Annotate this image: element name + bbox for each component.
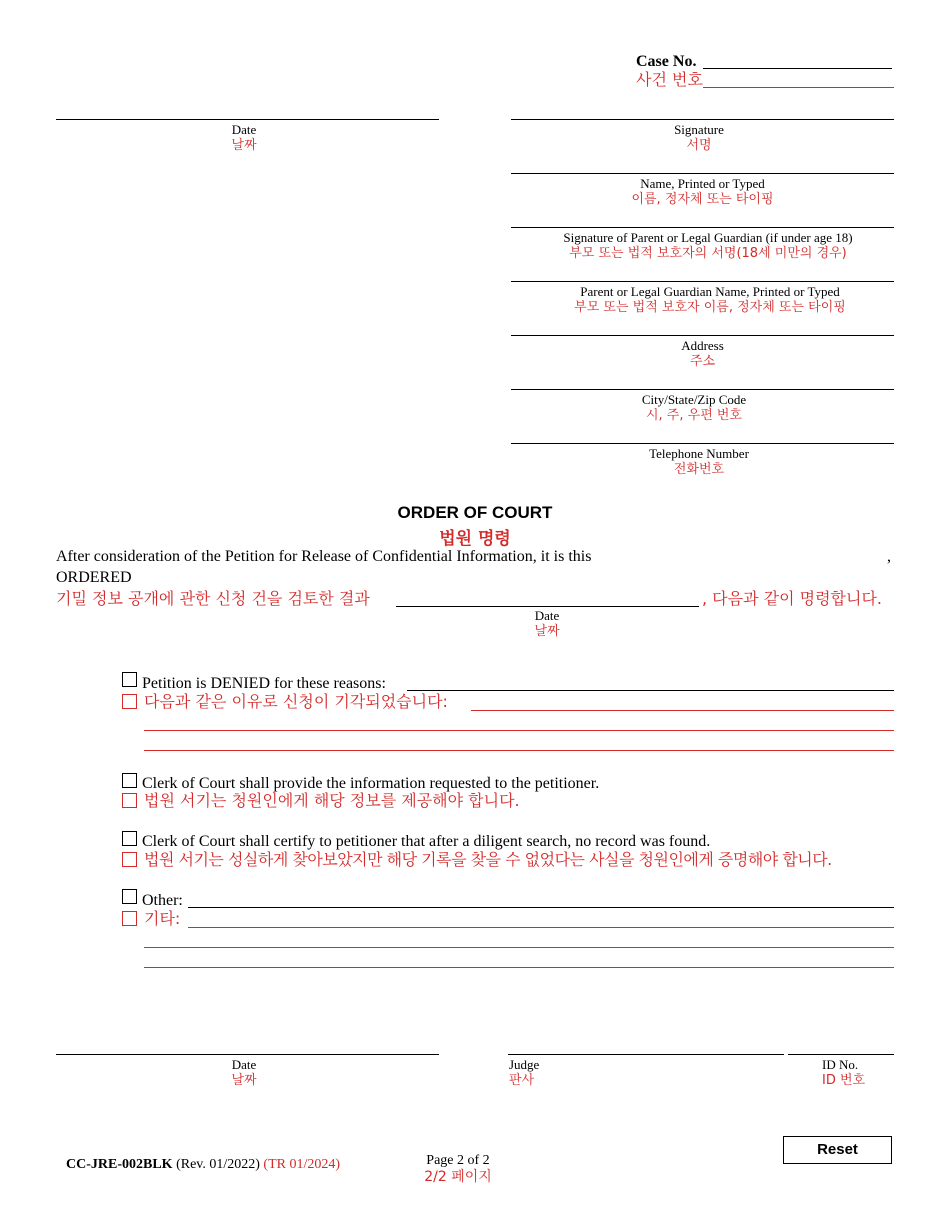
name-label: Name, Printed or Typed 이름, 정자체 또는 타이핑 xyxy=(631,176,774,207)
telephone-label: Telephone Number 전화번호 xyxy=(649,446,749,477)
id-number-label: ID No. ID 번호 xyxy=(822,1057,866,1088)
denied-reason-field-ko[interactable] xyxy=(471,710,894,711)
form-id: CC-JRE-002BLK xyxy=(66,1157,173,1172)
denied-reason-line-3[interactable] xyxy=(144,750,894,751)
other-reason-line-2[interactable] xyxy=(144,947,894,948)
form-identifier xyxy=(66,1156,340,1173)
denied-checkbox-ko[interactable] xyxy=(122,694,137,709)
page-number: Page 2 of 2 2/2 페이지 xyxy=(424,1153,492,1185)
denied-label: Petition is DENIED for these reasons: xyxy=(142,675,386,692)
address-field[interactable] xyxy=(511,335,894,336)
provide-label: Clerk of Court shall provide the information requested to the petitioner. xyxy=(142,775,600,792)
provide-checkbox-ko[interactable] xyxy=(122,793,137,808)
provide-label-ko: 법원 서기는 청원인에게 해당 정보를 제공해야 합니다. xyxy=(144,791,520,810)
address-label: Address 주소 xyxy=(681,338,724,369)
guardian-name-label: Parent or Legal Guardian Name, Printed or Typed 부모 또는 법적 보호자 이름, 정자체 또는 타이핑 xyxy=(574,284,846,315)
order-date-label: Date 날짜 xyxy=(534,608,560,639)
judge-date-label: Date 날짜 xyxy=(231,1057,257,1088)
telephone-field[interactable] xyxy=(511,443,894,444)
denied-reason-field[interactable] xyxy=(407,690,894,691)
id-number-field[interactable] xyxy=(788,1054,894,1055)
petitioner-date-label: Date 날짜 xyxy=(231,122,257,153)
guardian-signature-field[interactable] xyxy=(511,227,894,228)
guardian-name-field[interactable] xyxy=(511,281,894,282)
certify-label: Clerk of Court shall certify to petitioner that after a diligent search, no record was found. xyxy=(142,833,711,850)
city-state-zip-label: City/State/Zip Code 시, 주, 우편 번호 xyxy=(641,392,747,423)
other-reason-field[interactable] xyxy=(188,907,894,908)
judge-signature-field[interactable] xyxy=(508,1054,784,1055)
other-reason-line-3[interactable] xyxy=(144,967,894,968)
name-field[interactable] xyxy=(511,173,894,174)
order-title-ko: 법원 명령 xyxy=(439,529,511,549)
other-label-ko: 기타: xyxy=(144,909,181,928)
city-state-zip-field[interactable] xyxy=(511,389,894,390)
form-translation-revision: (TR 01/2024) xyxy=(263,1157,341,1172)
other-checkbox-ko[interactable] xyxy=(122,911,137,926)
other-checkbox[interactable] xyxy=(122,889,137,904)
signature-field[interactable] xyxy=(511,119,894,120)
other-reason-field-ko[interactable] xyxy=(188,927,894,928)
petitioner-date-field[interactable] xyxy=(56,119,439,120)
judge-label: Judge 판사 xyxy=(509,1057,540,1088)
certify-checkbox[interactable] xyxy=(122,831,137,846)
case-number-field[interactable] xyxy=(703,68,892,69)
form-revision: (Rev. 01/2022) xyxy=(176,1157,260,1172)
order-intro-ordered: ORDERED xyxy=(56,569,132,586)
case-number-label-ko: 사건 번호 xyxy=(636,70,703,89)
order-intro-ko: 기밀 정보 공개에 관한 신청 건을 검토한 결과 xyxy=(56,589,370,608)
certify-label-ko: 법원 서기는 성실하게 찾아보았지만 해당 기록을 찾을 수 없었다는 사실을 청원인에게 증명해야 합니다. xyxy=(144,850,832,869)
denied-reason-line-2[interactable] xyxy=(144,730,894,731)
judge-date-field[interactable] xyxy=(56,1054,439,1055)
case-number-label: Case No. xyxy=(636,53,697,70)
provide-checkbox[interactable] xyxy=(122,773,137,788)
order-title: ORDER OF COURT xyxy=(397,503,553,522)
order-intro-comma: , xyxy=(887,548,891,565)
order-intro-text: After consideration of the Petition for Release of Confidential Information, it is this xyxy=(56,548,592,565)
signature-label: Signature 서명 xyxy=(674,122,724,153)
order-date-field[interactable] xyxy=(396,606,699,607)
reset-button[interactable]: Reset xyxy=(783,1136,892,1164)
case-number-field-ko[interactable] xyxy=(703,87,894,88)
other-label: Other: xyxy=(142,892,183,909)
guardian-signature-label: Signature of Parent or Legal Guardian (if under age 18) 부모 또는 법적 보호자의 서명(18세 미만의 경우) xyxy=(563,230,853,261)
denied-label-ko: 다음과 같은 이유로 신청이 기각되었습니다: xyxy=(144,692,448,711)
order-intro-ko-end: , 다음과 같이 명령합니다. xyxy=(702,589,882,608)
denied-checkbox[interactable] xyxy=(122,672,137,687)
certify-checkbox-ko[interactable] xyxy=(122,852,137,867)
